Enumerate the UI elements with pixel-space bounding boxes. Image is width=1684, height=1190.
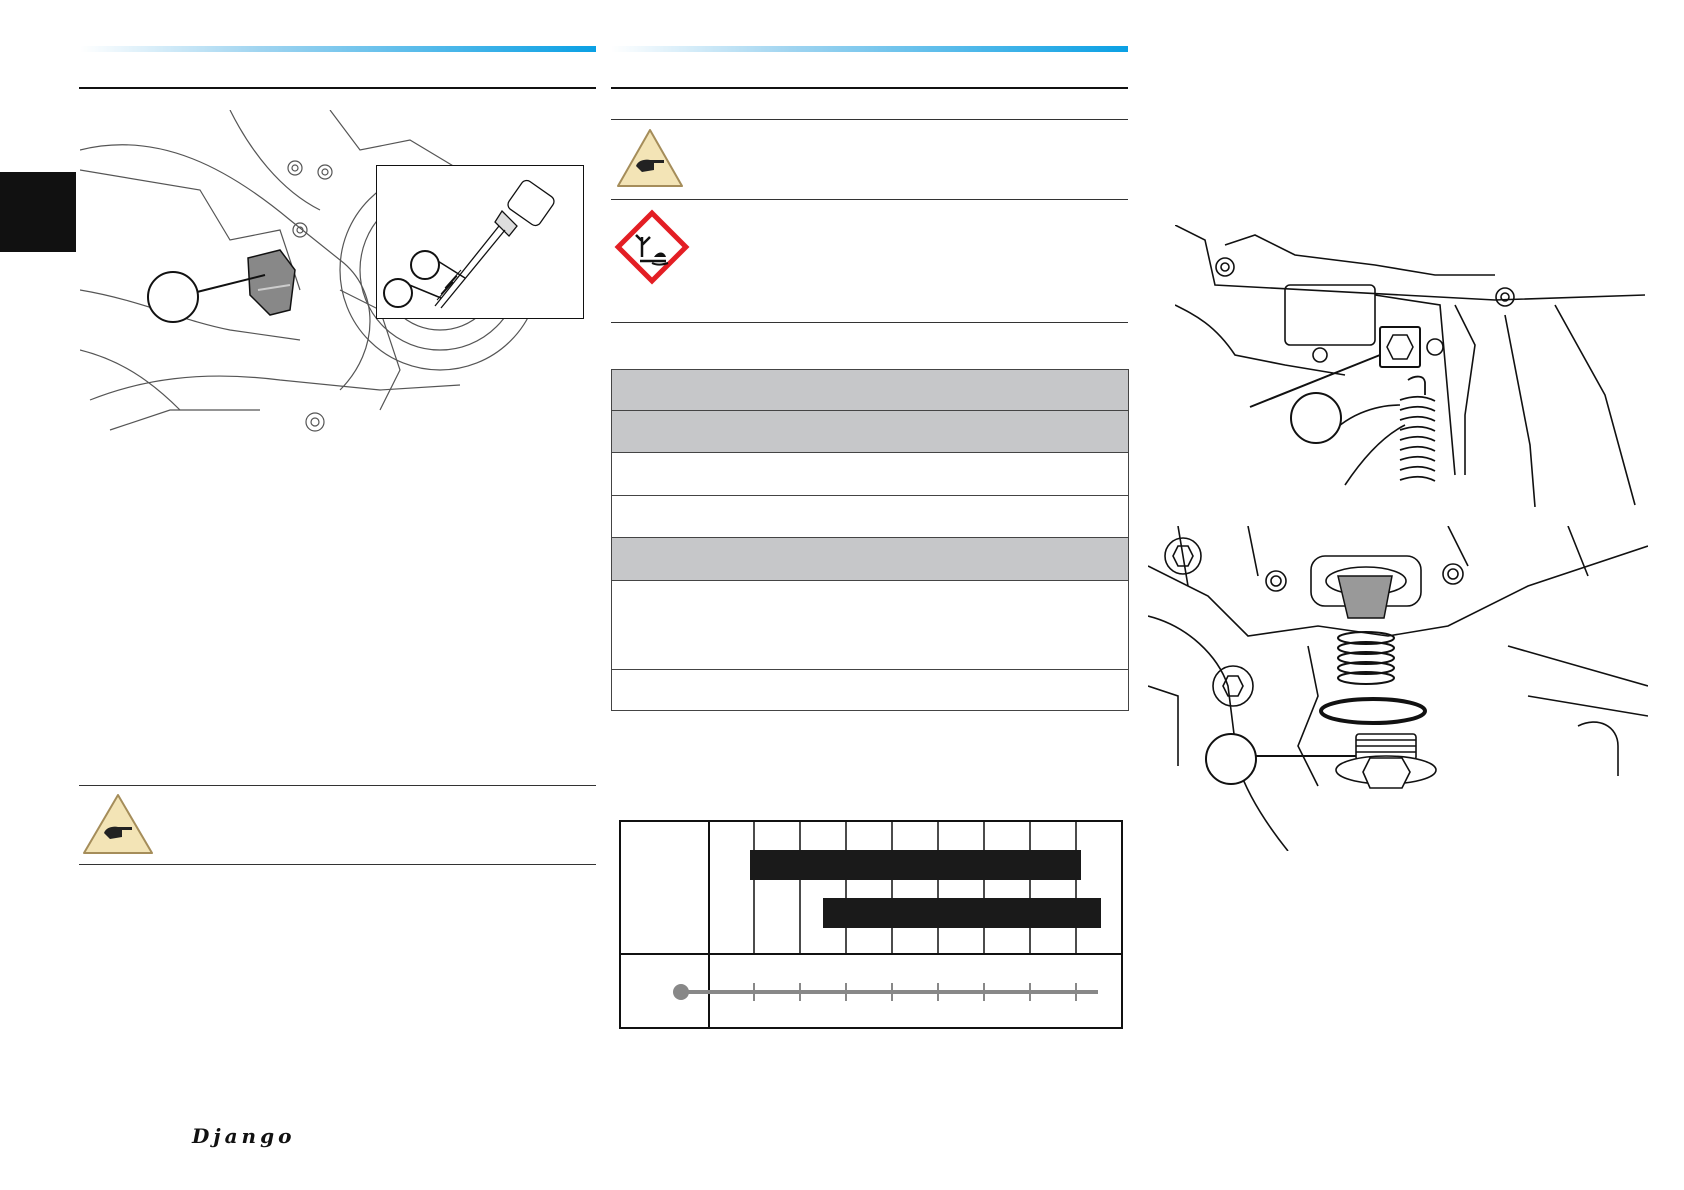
table-row <box>612 496 1129 538</box>
table-row <box>612 538 1129 581</box>
section-tab <box>0 172 76 252</box>
note-rule-top <box>611 119 1128 120</box>
lower-note-rule-top <box>79 785 596 786</box>
table-row <box>612 453 1129 496</box>
spec-table <box>611 369 1129 711</box>
warning-hand-icon <box>614 126 686 190</box>
callout-inset-a <box>410 250 440 280</box>
callout-right-top <box>1290 392 1342 444</box>
warning-hand-icon <box>80 791 156 857</box>
title-rule-right <box>611 87 1128 89</box>
table-row <box>612 581 1129 670</box>
title-rule-left <box>79 87 596 89</box>
table-row <box>612 370 1129 411</box>
table-row <box>612 670 1129 711</box>
header-accent-left <box>80 46 596 52</box>
brand-logo: Django <box>192 1124 296 1148</box>
oil-filter-screen-illustration <box>1148 526 1648 851</box>
viscosity-bar-1 <box>750 850 1081 880</box>
note-rule-mid <box>611 199 1128 200</box>
callout-left-main <box>147 271 199 323</box>
environment-hazard-icon <box>612 207 692 287</box>
header-accent-right <box>611 46 1128 52</box>
viscosity-temperature-chart <box>619 820 1123 1030</box>
lower-note-rule-bottom <box>79 864 596 865</box>
callout-inset-b <box>383 278 413 308</box>
note-rule-bottom <box>611 322 1128 323</box>
viscosity-bar-2 <box>823 898 1101 928</box>
table-row <box>612 411 1129 453</box>
drain-plug-illustration <box>1175 225 1645 507</box>
callout-right-bottom <box>1205 733 1257 785</box>
